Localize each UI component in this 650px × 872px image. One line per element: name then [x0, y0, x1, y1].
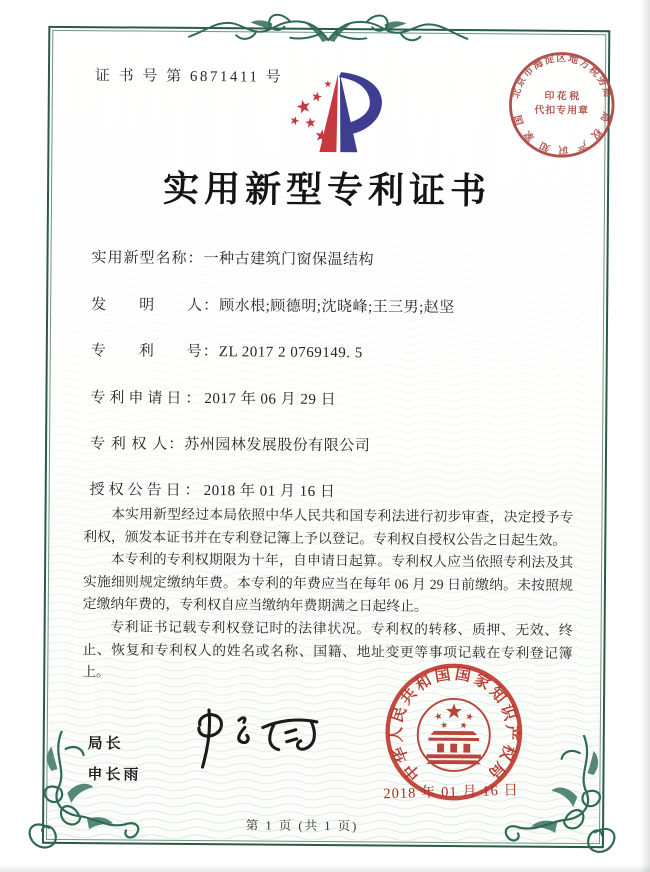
- certificate-title: 实用新型专利证书: [162, 168, 492, 212]
- tax-stamp-seal: [504, 47, 619, 162]
- certificate-number: 证 书 号 第 6871411 号: [94, 68, 284, 86]
- field-utility-model-name: [91, 246, 571, 271]
- field-value: 2018 年 01 月 16 日: [203, 483, 336, 501]
- field-label: 发 明 人：: [91, 297, 220, 315]
- field-grant-date: [90, 478, 570, 503]
- stamp-arc-bottom-text: 局权产识知家国: [511, 106, 612, 156]
- page-footer: 第 1 页 (共 1 页): [245, 818, 359, 834]
- svg-text:中华人民共和国国家知识产权局: [387, 663, 523, 784]
- stamp-center-line2: 代扣专用章: [534, 105, 590, 117]
- field-value: 一种古建筑门窗保温结构: [203, 251, 375, 269]
- seal-date: 2018 年 01 月 16 日: [383, 782, 520, 803]
- field-value: 2017 年 06 月 29 日: [204, 391, 337, 409]
- signer-block: [87, 732, 142, 794]
- national-emblem-icon: [417, 699, 490, 772]
- legal-paragraph: 本实用新型经过本局依照中华人民共和国专利法进行初步审查，决定授予专利权，颁发本证书并在专利登记簿上予以登记。专利权自授权公告之日起生效。: [83, 506, 574, 548]
- field-patentee: [90, 432, 570, 457]
- seal-ring-text: 中华人民共和国国家知识产权局: [388, 665, 520, 784]
- field-label: 授权公告日：: [89, 482, 204, 500]
- signer-title: 局长: [87, 735, 124, 753]
- field-label: 实用新型名称：: [91, 250, 204, 268]
- top-flourish-ornament-icon: [188, 7, 468, 57]
- legal-paragraph: 本专利的专利权期限为十年，自申请日起算。专利权人应当依照专利法及其实施细则规定缴纳年费。本专利的年费应当在每年 06 月 29 日前缴纳。未按照规定缴纳年费的，专利权自应当缴纳年费期满之日起终止。: [82, 551, 574, 615]
- stamp-center-line1: 印 花 税: [544, 91, 580, 103]
- field-label: 专 利 号：: [90, 343, 219, 361]
- field-label: 专利申请日：: [90, 390, 205, 408]
- field-value: 顾水根;顾德明;沈晓峰;王三男;赵坚: [219, 298, 455, 317]
- field-value: 苏州园林发展股份有限公司: [184, 436, 371, 455]
- legal-paragraph: 专利证书记载专利权登记时的法律状况。专利权的转移、质押、无效、终止、恢复和专利权人的姓名或名称、国籍、地址变更等事项记载在专利登记簿上。: [82, 619, 573, 680]
- stamp-arc-top-text: 北京市海淀区地方税务局: [510, 53, 614, 101]
- signature-icon: [182, 694, 343, 775]
- field-patent-number: [91, 339, 571, 364]
- field-label: 专 利 权 人：: [90, 436, 185, 453]
- scan-edge-shadow-right: [640, 0, 650, 872]
- field-inventors: [91, 293, 571, 318]
- scan-edge-shadow-bottom: [0, 864, 650, 872]
- field-value: ZL 2017 2 0769149. 5: [218, 344, 363, 362]
- cnipa-logo-icon: [283, 70, 388, 163]
- signer-name: 申长雨: [87, 766, 142, 784]
- field-application-date: [90, 386, 570, 411]
